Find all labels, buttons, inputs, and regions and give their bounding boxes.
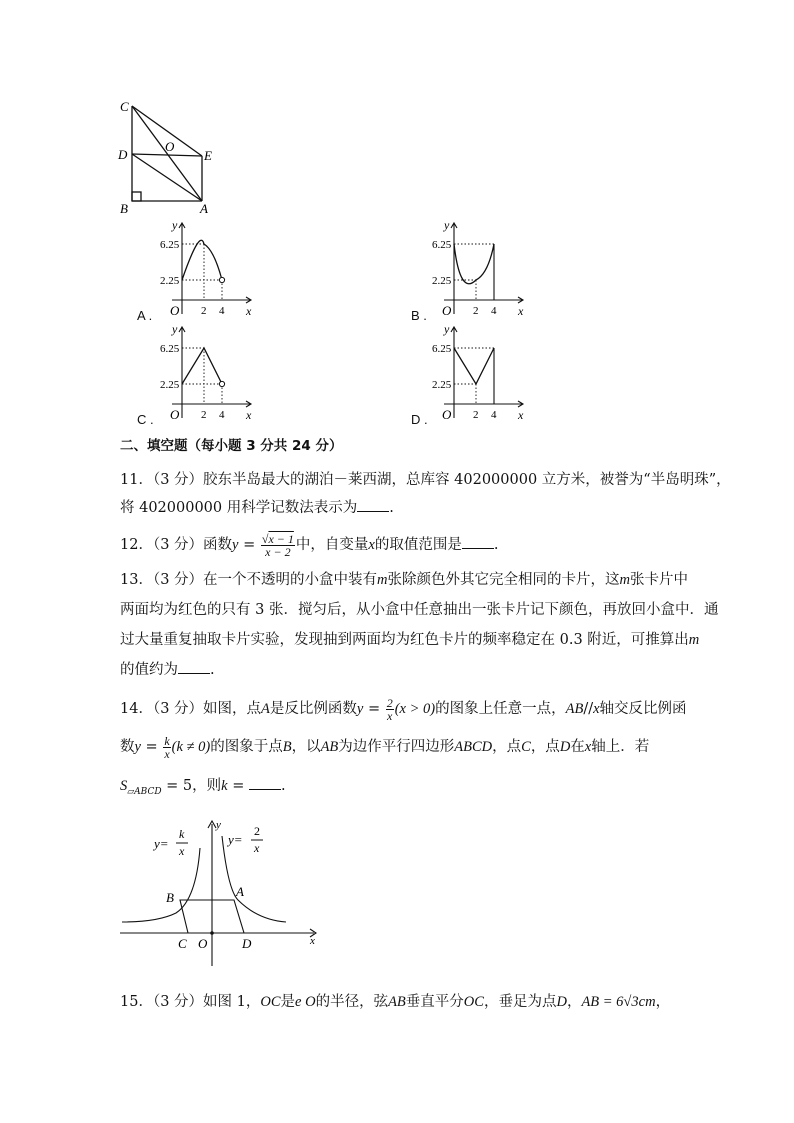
label-C: C — [120, 99, 129, 114]
q14-fig-right-den: x — [254, 841, 260, 855]
q15-line1: 15．（3 分）如图 1，OC是e O的半径，弦AB垂直平分OC，垂足为点D，AB = 6√3cm， — [120, 994, 671, 1010]
function-curve — [454, 348, 494, 384]
geometry-figure — [110, 96, 230, 216]
q11-line1: 11．（3 分）胶东半岛最大的湖泊－莱西湖，总库容 402000000 立方米，被誉为“半岛明珠”， — [120, 472, 731, 488]
label-O: O — [165, 139, 175, 154]
q12-end: . — [493, 537, 499, 553]
option-C-letter: C . — [137, 412, 154, 427]
q13-line2: 两面均为红色的只有 3 张．搅匀后，从小盒中任意抽出一张卡片记下颜色，再放回小盒中．通 — [120, 602, 719, 618]
y-tick-top: 6.25 — [432, 343, 452, 355]
y-tick-bottom: 2.25 — [432, 379, 452, 391]
label-B: B — [120, 201, 128, 216]
x-axis-label: x — [246, 408, 252, 422]
q12-denominator: x − 2 — [265, 544, 291, 559]
q13-line3: 过大量重复抽取卡片实验，发现抽到两面均为红色卡片的频率稳定在 0.3 附近，可推算出m — [120, 632, 700, 648]
q12-x: x — [368, 537, 375, 553]
function-curve — [454, 244, 494, 284]
section-title: 二、填空题（每小题 3 分共 24 分） — [120, 438, 343, 454]
q12-mid: 中，自变量 — [295, 537, 369, 553]
x-axis-label: x — [518, 304, 524, 318]
q14-frac2: $\frac{k}{x}$ — [164, 733, 170, 761]
option-A-graph — [160, 218, 260, 318]
x-tick-2: 4 — [219, 305, 225, 317]
q13-line4: 的值约为 . — [120, 662, 215, 678]
q11-answer-blank[interactable] — [357, 499, 389, 512]
q14-fig-O: O — [198, 936, 208, 951]
open-endpoint — [219, 381, 224, 386]
origin-label: O — [442, 407, 452, 422]
q14-fig-B: B — [166, 890, 174, 905]
q14-fig-right-y: y= — [228, 832, 243, 847]
q14-line2: 数y = $\frac{k}{x}$ (k ≠ 0)的图象于点B，以AB为边作平行四边形ABCD，点C，点D在x轴上．若 — [120, 733, 650, 761]
q14-fig-C: C — [178, 936, 187, 951]
y-axis-label: y — [444, 322, 450, 336]
origin-label: O — [442, 303, 452, 318]
y-tick-top: 6.25 — [160, 239, 180, 251]
q14-line3: $S_{▱ABCD} = 5$，则k = . — [120, 778, 286, 797]
y-tick-bottom: 2.25 — [160, 275, 180, 287]
x-tick-1: 2 — [201, 305, 207, 317]
q12-answer-blank[interactable] — [462, 536, 494, 549]
y-tick-bottom: 2.25 — [432, 275, 452, 287]
y-axis-label: y — [172, 218, 178, 232]
x-axis-label: x — [518, 408, 524, 422]
x-tick-2: 4 — [219, 409, 225, 421]
q14-figure — [118, 818, 328, 970]
q12-numerator: √x − 1 — [261, 531, 294, 546]
y-tick-top: 6.25 — [432, 239, 452, 251]
q12-eq: = — [238, 537, 260, 553]
option-A-letter: A . — [137, 308, 153, 323]
x-tick-1: 2 — [473, 409, 479, 421]
q14-line1: 14．（3 分）如图，点A是反比例函数y = $\frac{2}{x}$ (x > 0)的图象上任意一点，AB//x轴交反比例函 — [120, 695, 687, 723]
q14-fig-A: A — [236, 884, 244, 899]
option-D-letter: D . — [411, 412, 428, 427]
q14-frac1: $\frac{2}{x}$ — [386, 695, 393, 723]
y-axis-label: y — [172, 322, 178, 336]
y-axis-label: y — [444, 218, 450, 232]
q12-post: 的取值范围是 — [374, 537, 462, 553]
q14-answer-blank[interactable] — [249, 777, 281, 790]
q14-fig-y-axis: y — [216, 819, 221, 831]
q12-line — [120, 532, 498, 558]
option-B-letter: B . — [411, 308, 427, 323]
origin-label: O — [170, 303, 180, 318]
q14-fig-left-y: y= — [154, 836, 169, 851]
q14-fig-left-num: k — [179, 827, 185, 841]
x-tick-2: 4 — [491, 305, 497, 317]
y-tick-bottom: 2.25 — [160, 379, 180, 391]
open-endpoint — [219, 277, 224, 282]
x-tick-2: 4 — [491, 409, 497, 421]
q13-answer-blank[interactable] — [178, 661, 210, 674]
q11-text: 将 402000000 用科学记数法表示为 — [120, 500, 358, 516]
q11-end: . — [389, 500, 394, 516]
q14-fig-right-num: 2 — [254, 824, 260, 838]
label-A: A — [200, 201, 208, 216]
x-axis-label: x — [246, 304, 252, 318]
q12-pre: 12．（3 分）函数 — [120, 537, 233, 553]
q13-line1: 13．（3 分）在一个不透明的小盒中装有m张除颜色外其它完全相同的卡片，这m张卡片中 — [120, 572, 689, 588]
function-curve — [182, 240, 222, 280]
option-D-graph — [432, 322, 532, 422]
x-tick-1: 2 — [473, 305, 479, 317]
origin-label: O — [170, 407, 180, 422]
q11-line2 — [120, 498, 394, 518]
y-tick-top: 6.25 — [160, 343, 180, 355]
q12-fraction — [261, 533, 295, 558]
q14-fig-left-den: x — [179, 844, 185, 858]
option-B-graph — [432, 218, 532, 318]
option-C-graph — [160, 322, 260, 422]
function-curve — [182, 348, 222, 384]
label-E: E — [204, 148, 212, 163]
label-D: D — [118, 147, 128, 162]
q14-fig-x-axis: x — [310, 935, 315, 947]
q14-fig-D: D — [242, 936, 252, 951]
x-tick-1: 2 — [201, 409, 207, 421]
q12-y: y — [232, 537, 239, 553]
